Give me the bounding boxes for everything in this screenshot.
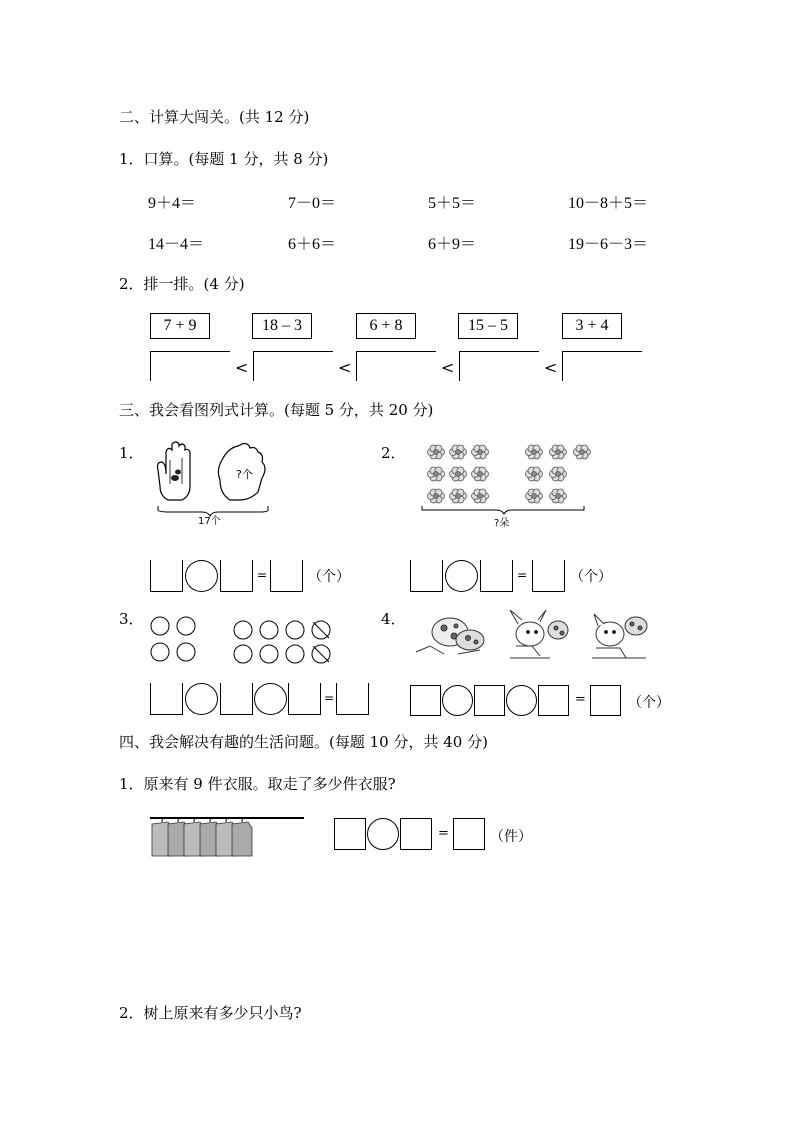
flower-icon	[472, 467, 489, 481]
flower-icon	[472, 445, 489, 459]
answer-box[interactable]	[410, 560, 443, 592]
equals-sign: =	[438, 826, 449, 841]
flower-icon	[526, 445, 543, 459]
answer-box[interactable]	[220, 683, 253, 715]
total-label: 17个	[198, 516, 221, 527]
flower-icon	[472, 489, 489, 503]
answer-box[interactable]	[410, 685, 441, 716]
question-number: 2．	[381, 444, 406, 462]
expression-box: 6 + 8	[356, 313, 416, 339]
flower-icon	[550, 489, 567, 503]
hand-label: ?个	[236, 468, 253, 481]
operator-circle[interactable]	[445, 560, 478, 592]
flower-icon	[428, 489, 445, 503]
section2-title: 二、计算大闯关。(共 12 分)	[119, 108, 310, 126]
calc-item: 10－8＋5＝	[568, 195, 649, 212]
animals-illustration	[410, 606, 655, 664]
operator-circle[interactable]	[254, 683, 287, 715]
result-box[interactable]	[336, 683, 369, 715]
flower-icon	[574, 445, 591, 459]
flower-icon	[450, 489, 467, 503]
operator-circle[interactable]	[442, 685, 473, 716]
section4-q2-title: 2．树上原来有多少只小鸟?	[119, 1004, 302, 1022]
expression-box: 15 – 5	[458, 313, 518, 339]
flower-icon	[450, 445, 467, 459]
less-than-sign: <	[338, 358, 352, 377]
order-answer-slot[interactable]	[562, 351, 642, 381]
equals-sign: =	[517, 568, 528, 582]
calc-item: 6＋6＝	[288, 236, 337, 253]
equals-sign: =	[575, 692, 586, 707]
expression-box: 7 + 9	[150, 313, 210, 339]
order-answer-slot[interactable]	[459, 351, 539, 381]
unit-label: （个）	[308, 569, 350, 585]
answer-box[interactable]	[220, 560, 253, 592]
answer-box[interactable]	[538, 685, 569, 716]
question-number: 3．	[119, 610, 144, 628]
equals-sign: =	[324, 691, 335, 705]
result-box[interactable]	[453, 818, 485, 850]
expression-box: 3 + 4	[562, 313, 622, 339]
flower-icon	[550, 467, 567, 481]
result-box[interactable]	[532, 560, 565, 592]
answer-box[interactable]	[474, 685, 505, 716]
hands-illustration	[150, 440, 275, 530]
flower-icon	[428, 467, 445, 481]
operator-circle[interactable]	[367, 818, 399, 850]
total-label: ?朵	[494, 518, 510, 529]
section4-title: 四、我会解决有趣的生活问题。(每题 10 分，共 40 分)	[119, 733, 488, 751]
question-number: 4．	[381, 610, 406, 628]
flower-icon	[450, 467, 467, 481]
order-answer-slot[interactable]	[253, 351, 333, 381]
less-than-sign: <	[441, 358, 455, 377]
circles-illustration	[148, 612, 338, 668]
order-answer-slot[interactable]	[150, 351, 230, 381]
calc-item: 9＋4＝	[148, 195, 197, 212]
equals-sign: =	[257, 568, 268, 582]
answer-box[interactable]	[150, 560, 183, 592]
section2-q2-title: 2．排一排。(4 分)	[119, 275, 245, 293]
order-answer-slot[interactable]	[356, 351, 436, 381]
less-than-sign: <	[235, 358, 249, 377]
flower-icon	[526, 467, 543, 481]
question-number: 1．	[119, 444, 144, 462]
flower-icon	[428, 445, 445, 459]
flower-icon	[550, 445, 567, 459]
section2-q1-title: 1．口算。(每题 1 分，共 8 分)	[119, 150, 329, 168]
calc-item: 19－6－3＝	[568, 236, 649, 253]
flowers-illustration	[418, 440, 598, 535]
less-than-sign: <	[544, 358, 558, 377]
calc-item: 7－0＝	[288, 195, 337, 212]
unit-label: （件）	[490, 829, 532, 845]
operator-circle[interactable]	[506, 685, 537, 716]
result-box[interactable]	[270, 560, 303, 592]
expression-box: 18 – 3	[252, 313, 312, 339]
flower-icon	[526, 489, 543, 503]
section3-title: 三、我会看图列式计算。(每题 5 分，共 20 分)	[119, 401, 434, 419]
answer-box[interactable]	[480, 560, 513, 592]
section4-q1-title: 1．原来有 9 件衣服。取走了多少件衣服?	[119, 775, 396, 793]
answer-box[interactable]	[288, 683, 321, 715]
unit-label: （个）	[570, 569, 612, 585]
unit-label: （个）	[628, 695, 670, 711]
calc-item: 6＋9＝	[428, 236, 477, 253]
operator-circle[interactable]	[185, 560, 218, 592]
operator-circle[interactable]	[185, 683, 218, 715]
calc-item: 5＋5＝	[428, 195, 477, 212]
result-box[interactable]	[590, 685, 621, 716]
answer-box[interactable]	[150, 683, 183, 715]
clothes-illustration	[148, 812, 308, 860]
calc-item: 14－4＝	[148, 236, 205, 253]
answer-box[interactable]	[334, 818, 366, 850]
answer-box[interactable]	[400, 818, 432, 850]
